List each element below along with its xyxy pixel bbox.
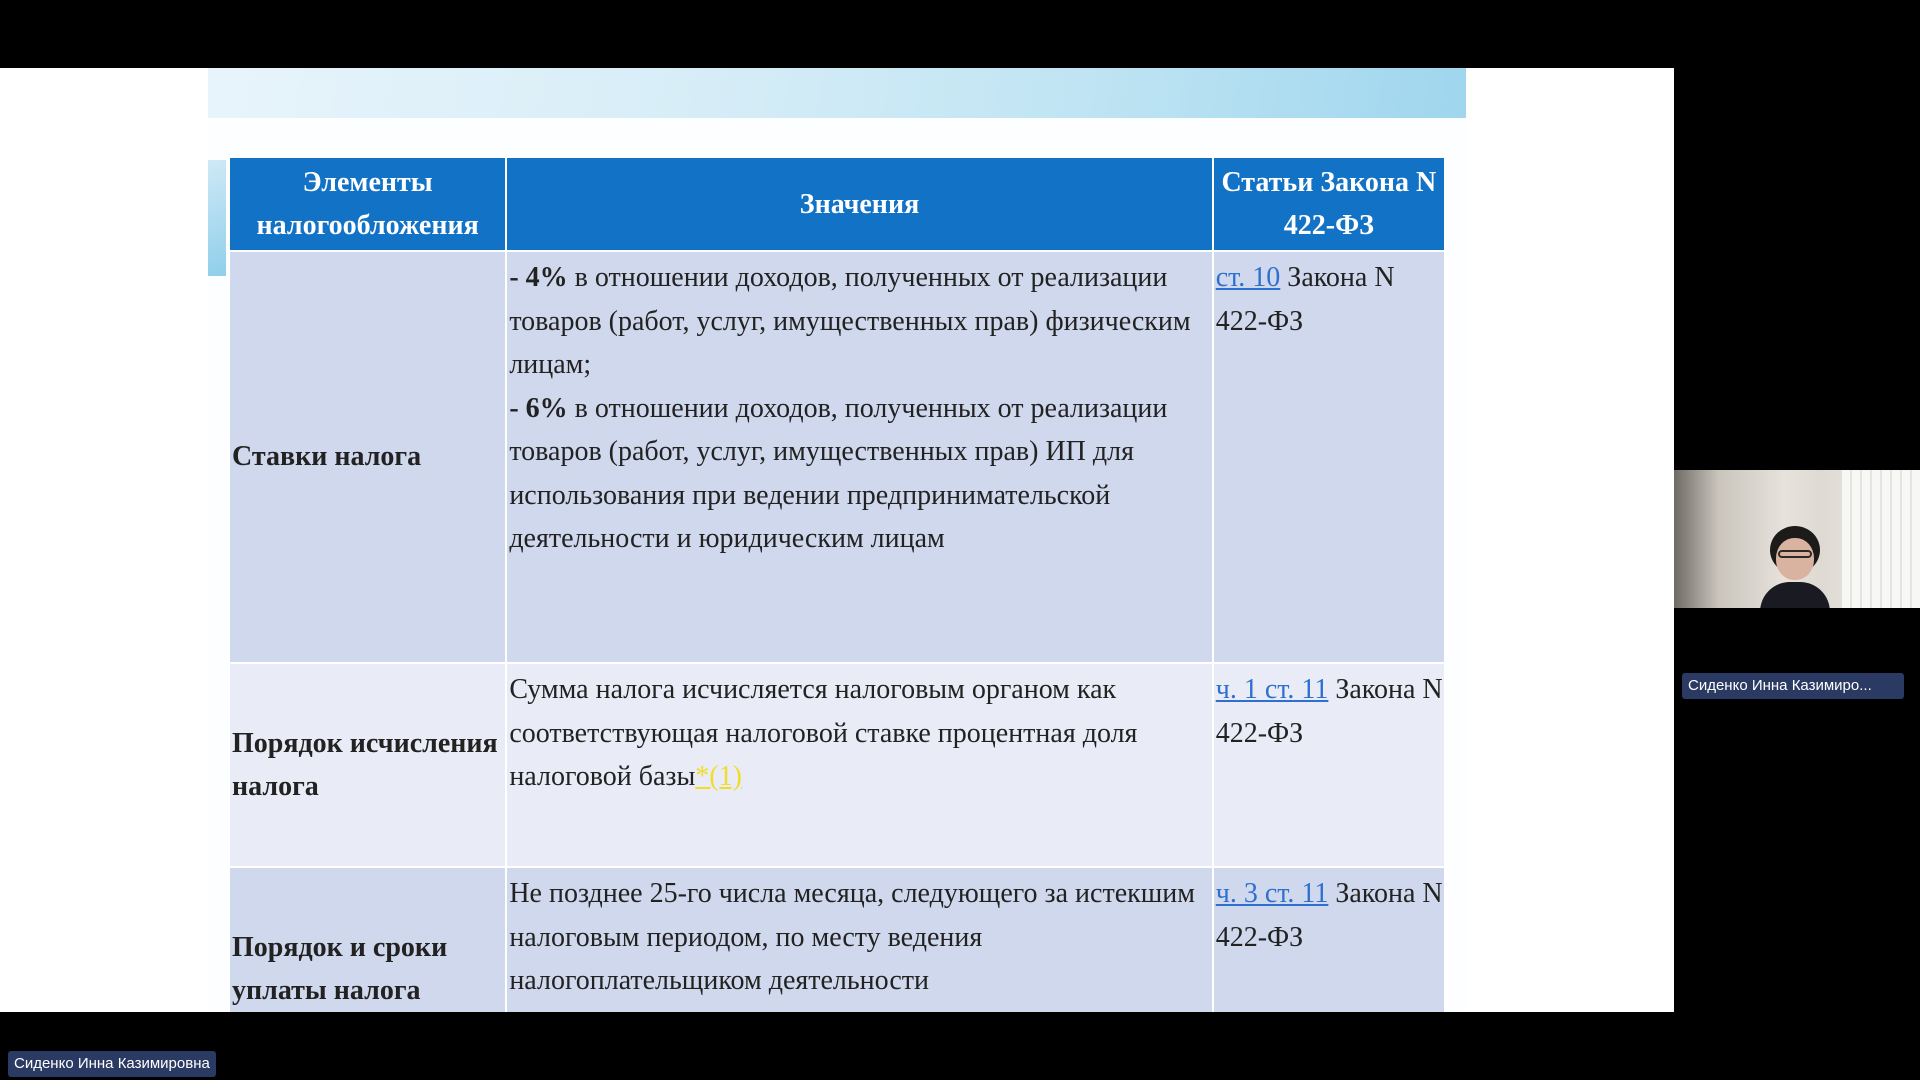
table-row — [229, 251, 1445, 663]
row-ref-calculation — [1213, 663, 1445, 867]
row-label-calculation: Порядок исчисления налога — [229, 663, 506, 867]
rate-percent: - 4% — [509, 262, 568, 293]
rate-description: в отношении доходов, полученных от реализации товаров (работ, услуг, имущественных прав) физическим лицам; — [509, 262, 1191, 380]
header-values: Значения — [506, 157, 1212, 251]
row-label-payment: Порядок и сроки уплаты налога — [229, 867, 506, 1012]
law-article-link[interactable]: ч. 3 ст. 11 — [1215, 878, 1329, 909]
rate-item — [509, 256, 1209, 387]
law-name: Закона N 422-ФЗ — [1215, 674, 1443, 749]
tax-elements-table — [228, 156, 1446, 1012]
footnote-link[interactable]: *(1) — [695, 761, 742, 792]
rate-description: в отношении доходов, полученных от реализации товаров (работ, услуг, имущественных прав) ИП для использования при ведении предпринимательской деятельности и юридическим лицам — [509, 392, 1168, 554]
rate-percent: - 6% — [509, 392, 568, 424]
row-ref-payment — [1213, 867, 1445, 1012]
video-background-window — [1842, 470, 1920, 608]
participant-name-tag: Сиденко Инна Казимиро... — [1682, 673, 1904, 699]
law-name: Закона N 422-ФЗ — [1215, 262, 1395, 337]
table-header-row — [229, 157, 1445, 251]
row-value-tax-rates — [506, 251, 1212, 663]
calculation-text: Сумма налога исчисляется налоговым органом как соответствующая налоговой ставке процентная доля налоговой базы — [509, 674, 1138, 792]
table-row — [229, 867, 1445, 1012]
rate-item — [509, 387, 1209, 561]
participant-video-image — [1760, 526, 1830, 608]
law-article-link[interactable]: ч. 1 ст. 11 — [1215, 674, 1329, 705]
law-name: Закона N 422-ФЗ — [1215, 878, 1443, 953]
row-value-calculation — [506, 663, 1212, 867]
slide-decoration-stripe — [208, 160, 226, 276]
slide-decoration-wave — [208, 68, 1466, 118]
participant-video-tile[interactable] — [1674, 470, 1920, 608]
row-label-tax-rates: Ставки налога — [229, 251, 506, 663]
presenter-name-tag: Сиденко Инна Казимировна — [8, 1051, 216, 1077]
table-row — [229, 663, 1445, 867]
row-ref-tax-rates — [1213, 251, 1445, 663]
law-article-link[interactable]: ст. 10 — [1215, 262, 1281, 293]
header-law-articles: Статьи Закона N 422-ФЗ — [1213, 157, 1445, 251]
row-value-payment: Не позднее 25-го числа месяца, следующего за истекшим налоговым периодом, по месту ведения налогоплательщиком деятельности — [506, 867, 1212, 1012]
shared-screen — [0, 68, 1674, 1012]
header-elements: Элементы налогообложения — [229, 157, 506, 251]
